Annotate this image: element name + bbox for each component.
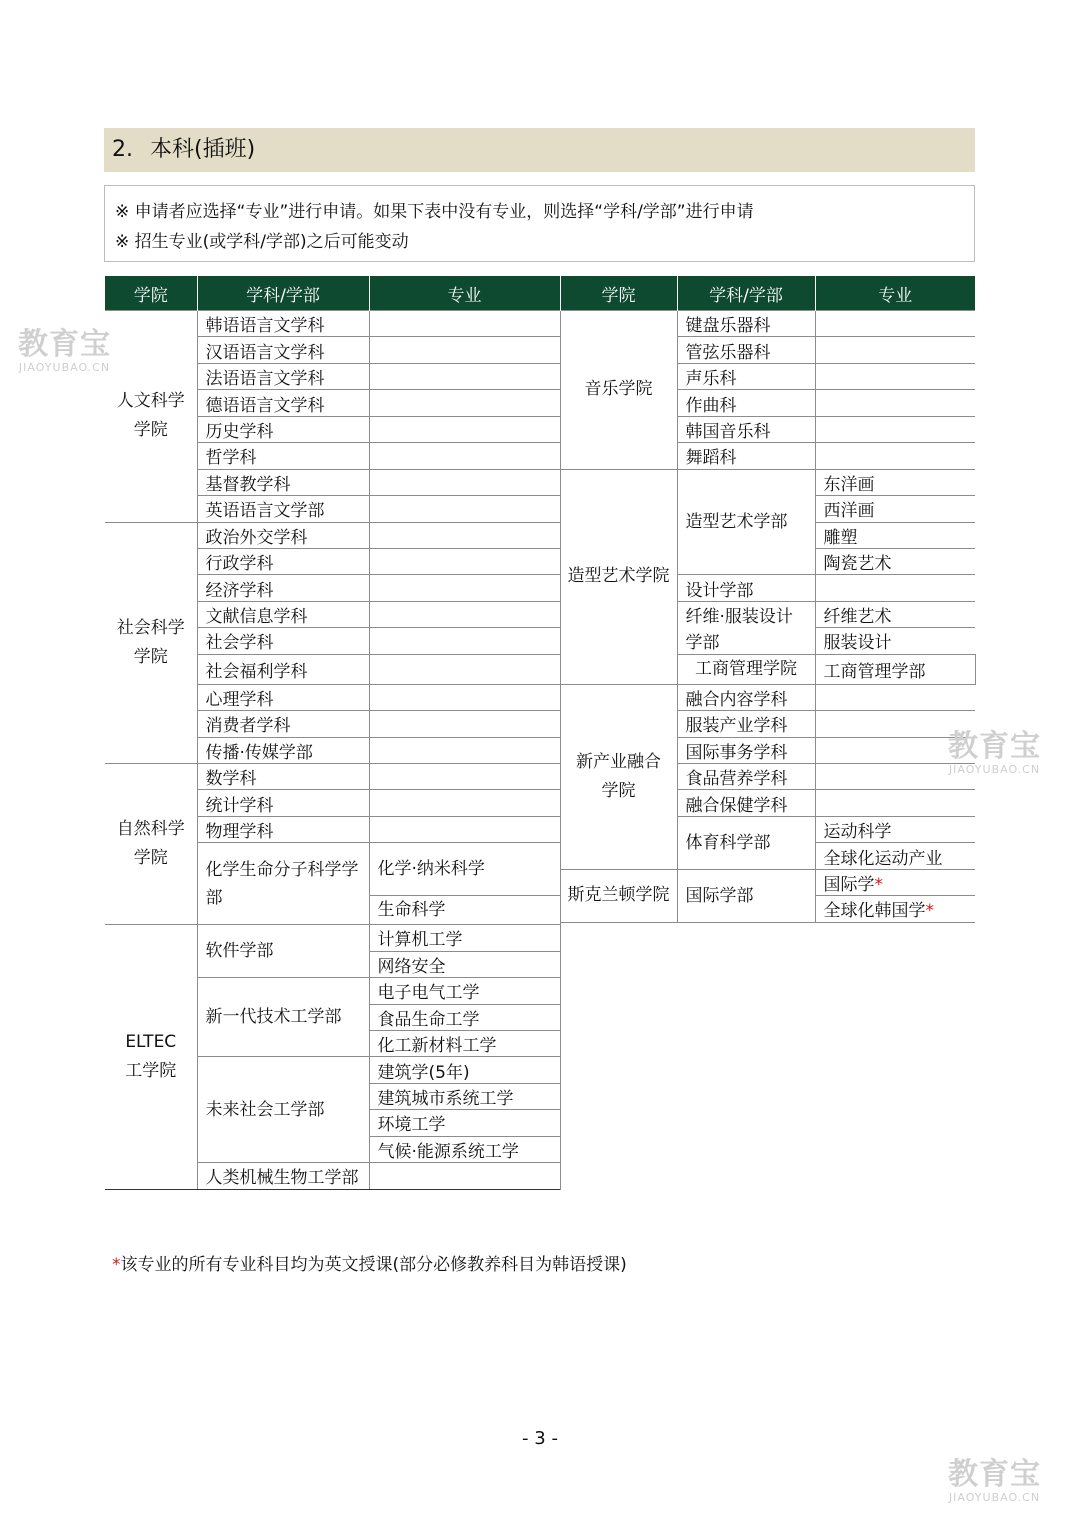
major-cell [369, 311, 560, 337]
major-cell [369, 548, 560, 574]
major-cell: 纤维艺术 [815, 601, 975, 627]
major-cell [369, 469, 560, 495]
major-cell: 国际学* [815, 869, 975, 895]
college-social: 社会科学 学院 [105, 522, 197, 764]
major-cell [815, 790, 975, 816]
major-cell [369, 416, 560, 442]
table-row [105, 311, 975, 337]
major-cell: 东洋画 [815, 469, 975, 495]
dept-cell: 政治外交学科 [197, 522, 369, 548]
dept-cell: 汉语语言文学科 [197, 337, 369, 363]
table-row [105, 843, 975, 869]
major-cell [369, 684, 560, 710]
dept-cell: 社会福利学科 [197, 654, 369, 684]
programs-table [105, 276, 975, 1190]
section-title [104, 128, 975, 172]
major-cell: 建筑城市系统工学 [369, 1083, 560, 1109]
footnote-text: 该专业的所有专业科目均为英文授课(部分必修教养科目为韩语授课) [120, 1255, 627, 1275]
blank-area [560, 922, 975, 1189]
dept-cell: 心理学科 [197, 684, 369, 710]
major-cell [369, 522, 560, 548]
dept-cell: 新一代技术工学部 [197, 978, 369, 1057]
major-cell [815, 575, 975, 601]
major-cell: 陶瓷艺术 [815, 548, 975, 574]
major-cell: 运动科学 [815, 816, 975, 842]
dept-cell: 统计学科 [197, 790, 369, 816]
table-header-row [105, 276, 975, 311]
major-cell: 西洋画 [815, 496, 975, 522]
dept-cell: 消费者学科 [197, 711, 369, 737]
dept-cell: 声乐科 [677, 363, 815, 389]
table-row [105, 416, 975, 442]
major-cell: 化工新材料工学 [369, 1030, 560, 1056]
college-art: 造型艺术学院 [560, 469, 677, 684]
major-cell [815, 311, 975, 337]
header-major: 专业 [815, 276, 975, 311]
dept-cell: 国际事务学科 [677, 737, 815, 763]
watermark-logo: 教育宝 JIAOYUBAO.CN [948, 1457, 1041, 1504]
table-row [105, 711, 975, 737]
major-cell [369, 764, 560, 790]
major-cell [369, 737, 560, 763]
dept-cell: 人类机械生物工学部 [197, 1163, 369, 1189]
major-cell [369, 654, 560, 684]
header-major: 专业 [369, 276, 560, 311]
dept-cell: 数学科 [197, 764, 369, 790]
dept-cell: 德语语言文学科 [197, 390, 369, 416]
watermark-logo: 教育宝 JIAOYUBAO.CN [948, 729, 1041, 776]
major-cell [369, 443, 560, 469]
dept-cell: 作曲科 [677, 390, 815, 416]
table-row [105, 390, 975, 416]
major-cell: 生命科学 [369, 896, 560, 925]
major-cell: 服装设计 [815, 628, 975, 654]
major-cell [369, 628, 560, 654]
major-cell: 计算机工学 [369, 925, 560, 951]
dept-cell: 化学生命分子科学学部 [197, 843, 369, 925]
major-cell [369, 337, 560, 363]
college-humanities: 人文科学 学院 [105, 311, 197, 523]
header-college: 学院 [105, 276, 197, 311]
major-cell [369, 790, 560, 816]
table-row [105, 764, 975, 790]
table-row [105, 684, 975, 710]
programs-table-wrap [105, 276, 975, 1190]
dept-cell: 工商管理学部 [815, 654, 975, 684]
major-cell: 化学·纳米科学 [369, 843, 560, 896]
dept-cell: 文献信息学科 [197, 601, 369, 627]
dept-cell: 学部 [677, 628, 815, 654]
dept-cell: 英语语言文学部 [197, 496, 369, 522]
college-eltec: ELTEC 工学院 [105, 925, 197, 1189]
table-row [105, 790, 975, 816]
dept-cell: 基督教学科 [197, 469, 369, 495]
dept-cell: 食品营养学科 [677, 764, 815, 790]
table-row [105, 816, 975, 842]
dept-cell: 融合内容学科 [677, 684, 815, 710]
dept-cell: 韩国音乐科 [677, 416, 815, 442]
college-scranton: 斯克兰顿学院 [560, 869, 677, 922]
table-row [105, 654, 975, 684]
major-cell [369, 363, 560, 389]
dept-cell: 管弦乐器科 [677, 337, 815, 363]
footnote-star: * [112, 1255, 121, 1275]
major-cell: 网络安全 [369, 951, 560, 977]
major-cell [369, 390, 560, 416]
dept-cell: 经济学科 [197, 575, 369, 601]
major-cell: 环境工学 [369, 1110, 560, 1136]
college-natural: 自然科学 学院 [105, 764, 197, 925]
major-cell: 食品生命工学 [369, 1004, 560, 1030]
major-cell [815, 390, 975, 416]
table-row [105, 628, 975, 654]
major-cell: 全球化运动产业 [815, 843, 975, 869]
note-line: ※ 招生专业(或学科/学部)之后可能变动 [115, 232, 409, 252]
dept-cell: 设计学部 [677, 575, 815, 601]
watermark-logo: 教育宝 JIAOYUBAO.CN [18, 327, 111, 374]
college-business: 工商管理学院 [677, 654, 815, 684]
dept-cell: 国际学部 [677, 869, 815, 922]
dept-cell: 韩语语言文学科 [197, 311, 369, 337]
table-row [105, 496, 975, 522]
note-line: ※ 申请者应选择“专业”进行申请。如果下表中没有专业，则选择“学科/学部”进行申请 [115, 202, 754, 222]
notes-box [104, 185, 975, 262]
dept-cell: 造型艺术学部 [677, 469, 815, 575]
dept-cell: 传播·传媒学部 [197, 737, 369, 763]
table-row [105, 737, 975, 763]
table-row [105, 548, 975, 574]
major-cell [815, 443, 975, 469]
header-department: 学科/学部 [197, 276, 369, 311]
major-cell: 全球化韩国学* [815, 896, 975, 922]
header-college: 学院 [560, 276, 677, 311]
major-cell [369, 496, 560, 522]
dept-cell: 融合保健学科 [677, 790, 815, 816]
table-row [105, 601, 975, 627]
dept-cell: 软件学部 [197, 925, 369, 978]
section-title-text: 本科(插班) [150, 137, 256, 162]
dept-cell: 舞蹈科 [677, 443, 815, 469]
major-cell [369, 816, 560, 842]
header-department: 学科/学部 [677, 276, 815, 311]
dept-cell: 物理学科 [197, 816, 369, 842]
major-cell [369, 601, 560, 627]
footnote [112, 1250, 627, 1275]
dept-cell: 键盘乐器科 [677, 311, 815, 337]
college-new-industry: 新产业融合 学院 [560, 684, 677, 869]
dept-cell: 历史学科 [197, 416, 369, 442]
table-row [105, 337, 975, 363]
major-cell [369, 575, 560, 601]
table-row [105, 443, 975, 469]
major-cell [815, 416, 975, 442]
major-cell: 气候·能源系统工学 [369, 1136, 560, 1162]
dept-cell: 法语语言文学科 [197, 363, 369, 389]
table-row [105, 363, 975, 389]
table-row [105, 575, 975, 601]
page-number: - 3 - [522, 1428, 558, 1449]
college-music: 音乐学院 [560, 311, 677, 470]
dept-cell: 哲学科 [197, 443, 369, 469]
dept-cell: 体育科学部 [677, 816, 815, 869]
major-cell: 电子电气工学 [369, 978, 560, 1004]
dept-cell: 纤维·服装设计 [677, 601, 815, 627]
major-cell: 建筑学(5年) [369, 1057, 560, 1083]
major-cell: 雕塑 [815, 522, 975, 548]
major-cell [369, 1163, 560, 1189]
dept-cell: 社会学科 [197, 628, 369, 654]
major-cell [815, 363, 975, 389]
dept-cell: 未来社会工学部 [197, 1057, 369, 1163]
major-cell [815, 337, 975, 363]
major-cell [369, 711, 560, 737]
table-row [105, 522, 975, 548]
section-number: 2. [112, 137, 133, 162]
table-row [105, 469, 975, 495]
dept-cell: 服装产业学科 [677, 711, 815, 737]
dept-cell: 行政学科 [197, 548, 369, 574]
major-cell [815, 684, 975, 710]
